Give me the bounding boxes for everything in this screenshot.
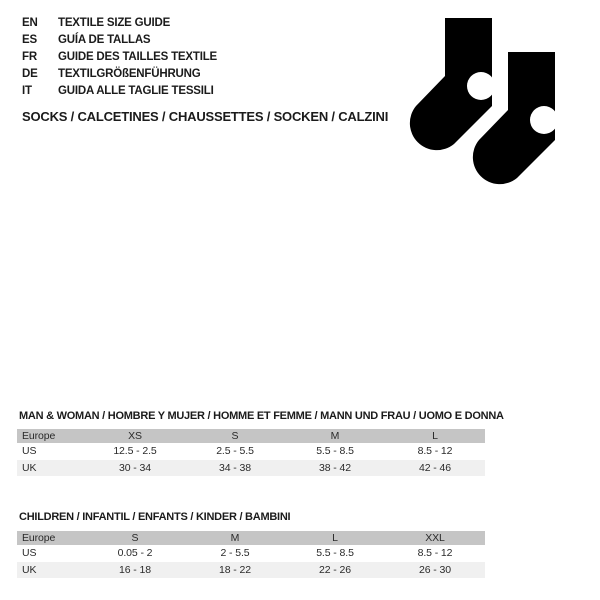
col-header-size: L (385, 429, 485, 443)
region-cell: US (22, 445, 37, 457)
col-header-size: XXL (385, 531, 485, 545)
language-label: TEXTILGRÖßENFÜHRUNG (58, 68, 201, 80)
value-cell: 18 - 22 (185, 562, 285, 579)
value-cell: 16 - 18 (85, 562, 185, 579)
value-cell: 8.5 - 12 (417, 547, 453, 559)
sock-back (410, 18, 495, 150)
language-code: EN (22, 17, 38, 29)
language-row-de (22, 66, 217, 83)
value-cell: 2.5 - 5.5 (216, 445, 254, 457)
col-header-size: M (185, 531, 285, 545)
region-cell: UK (17, 460, 85, 477)
value-cell: 5.5 - 8.5 (316, 547, 354, 559)
value-cell: 42 - 46 (385, 460, 485, 477)
region-cell: US (22, 547, 37, 559)
language-label: GUIDE DES TAILLES TEXTILE (58, 51, 217, 63)
language-row-es (22, 32, 217, 49)
col-header-size: S (185, 429, 285, 443)
col-header-region: Europe (17, 531, 85, 545)
language-label: GUIDA ALLE TAGLIE TESSILI (58, 85, 214, 97)
language-list (22, 15, 217, 100)
language-row-fr (22, 49, 217, 66)
language-row-it (22, 83, 217, 100)
value-cell: 22 - 26 (285, 562, 385, 579)
children-table-title: CHILDREN / INFANTIL / ENFANTS / KINDER / BAMBINI (19, 511, 291, 523)
adult-table-title: MAN & WOMAN / HOMBRE Y MUJER / HOMME ET FEMME / MANN UND FRAU / UOMO E DONNA (19, 410, 504, 422)
value-cell: 12.5 - 2.5 (113, 445, 157, 457)
value-cell: 5.5 - 8.5 (316, 445, 354, 457)
region-cell: UK (17, 562, 85, 579)
socks-icon (400, 10, 570, 205)
language-row-en (22, 15, 217, 32)
value-cell: 26 - 30 (385, 562, 485, 579)
col-header-region: Europe (17, 429, 85, 443)
language-code: IT (22, 85, 32, 97)
value-cell: 38 - 42 (285, 460, 385, 477)
language-label: GUÍA DE TALLAS (58, 34, 151, 46)
value-cell: 0.05 - 2 (117, 547, 153, 559)
value-cell: 30 - 34 (85, 460, 185, 477)
language-label: TEXTILE SIZE GUIDE (58, 17, 171, 29)
language-code: ES (22, 34, 37, 46)
col-header-size: XS (85, 429, 185, 443)
adult-size-table (17, 429, 485, 476)
col-header-size: M (285, 429, 385, 443)
language-code: FR (22, 51, 37, 63)
category-heading: SOCKS / CALCETINES / CHAUSSETTES / SOCKEN / CALZINI (22, 109, 389, 124)
children-size-table (17, 531, 485, 578)
value-cell: 34 - 38 (185, 460, 285, 477)
language-code: DE (22, 68, 38, 80)
col-header-size: S (85, 531, 185, 545)
value-cell: 8.5 - 12 (417, 445, 453, 457)
value-cell: 2 - 5.5 (220, 547, 250, 559)
col-header-size: L (285, 531, 385, 545)
